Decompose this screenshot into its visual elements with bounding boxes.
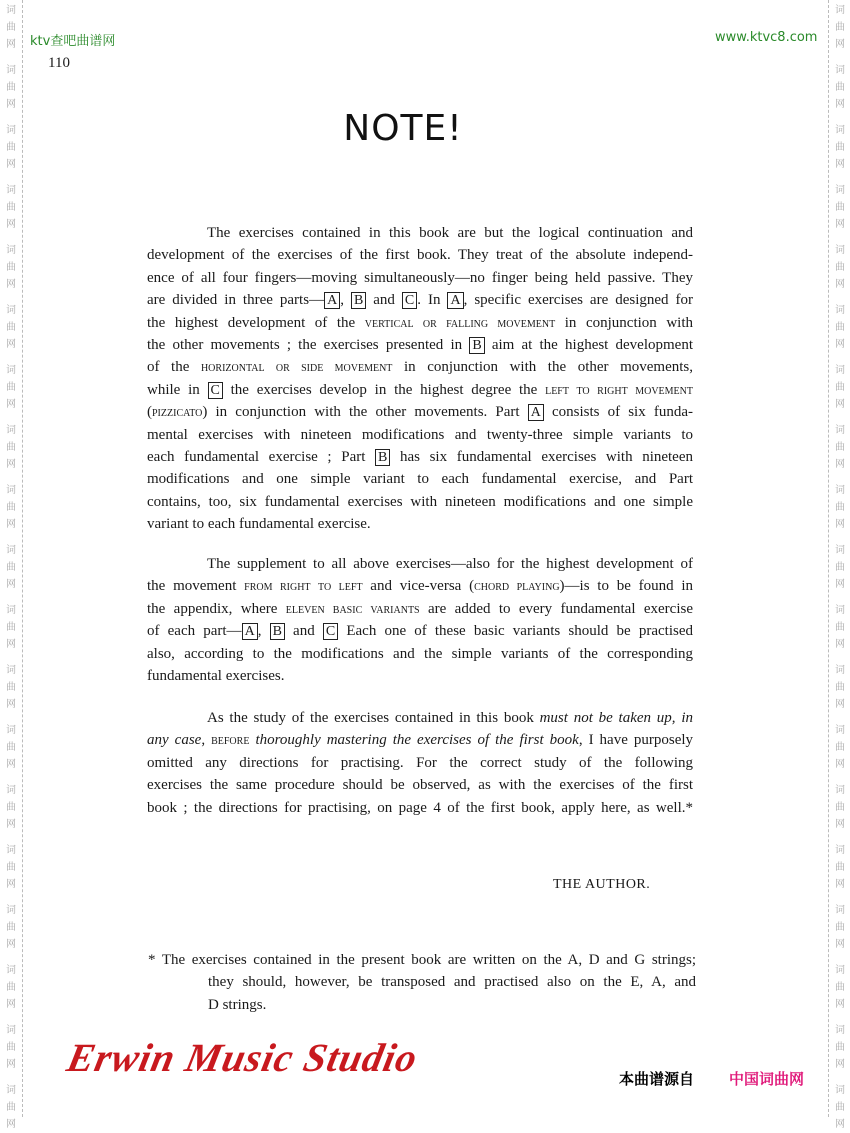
watermark-char: 曲 <box>6 742 16 753</box>
text-line <box>147 797 693 819</box>
text-segment: book ; the directions for practising, on page 4 of the first book, apply here, as well.* <box>147 799 693 816</box>
watermark-char: 曲 <box>835 382 845 393</box>
watermark-char: 词 <box>835 485 845 496</box>
text-line <box>147 598 693 620</box>
page-number: 110 <box>48 55 70 71</box>
watermark-char: 网 <box>835 39 845 50</box>
watermark-char: 词 <box>6 305 16 316</box>
watermark-char: 词 <box>835 65 845 76</box>
text-segment: the exercises develop in the highest degree the <box>222 381 546 398</box>
text-segment: while in <box>147 381 208 398</box>
watermark-char: 词 <box>6 5 16 16</box>
author-signature: THE AUTHOR. <box>553 877 651 892</box>
text-segment: ) in conjunction with the other movements. Part <box>202 404 528 421</box>
watermark-char: 词 <box>835 1085 845 1096</box>
text-segment: omitted any directions for practising. For the correct study of the following <box>147 754 693 771</box>
watermark-char: 词 <box>6 1025 16 1036</box>
text-segment: . In <box>417 292 448 309</box>
text-segment: and vice-versa ( <box>362 578 475 595</box>
text-segment: consists of six funda- <box>543 404 693 421</box>
watermark-char: 曲 <box>835 22 845 33</box>
part-label-box: A <box>528 404 544 421</box>
source-label: 本曲谱源自 <box>619 1070 695 1088</box>
text-segment: the movement <box>147 578 245 595</box>
text-segment: )—is to be found in <box>559 578 694 595</box>
text-line <box>147 424 693 446</box>
watermark-char: 曲 <box>6 562 16 573</box>
watermark-char: 曲 <box>835 502 845 513</box>
watermark-char: 曲 <box>6 442 16 453</box>
text-segment: in conjunction with <box>555 314 694 331</box>
watermark-char: 词 <box>6 125 16 136</box>
watermark-char: 曲 <box>835 682 845 693</box>
watermark-char: 网 <box>835 1059 845 1070</box>
watermark-char: 曲 <box>835 742 845 753</box>
watermark-char: 网 <box>6 819 16 830</box>
watermark-char: 曲 <box>6 322 16 333</box>
watermark-char: 网 <box>835 99 845 110</box>
watermark-char: 网 <box>6 519 16 530</box>
watermark-char: 曲 <box>6 1102 16 1113</box>
text-line <box>147 707 693 729</box>
paragraph-1 <box>147 222 693 535</box>
text-segment: the other movements ; the exercises presented in <box>147 336 470 353</box>
watermark-char: 曲 <box>6 262 16 273</box>
italic-text: any case <box>147 732 202 749</box>
text-segment: fundamental exercises. <box>147 667 285 684</box>
watermark-char: 词 <box>6 665 16 676</box>
site-name-left: ktv查吧曲谱网 <box>30 34 116 49</box>
part-label-box: B <box>351 292 366 309</box>
text-line <box>147 222 693 244</box>
watermark-char: 曲 <box>835 82 845 93</box>
text-segment: aim at the highest development <box>484 336 694 353</box>
watermark-char: 曲 <box>6 1042 16 1053</box>
watermark-char: 网 <box>6 579 16 590</box>
part-label-box: A <box>242 623 258 640</box>
watermark-char: 网 <box>6 1119 16 1130</box>
text-segment: , specific exercises are designed for <box>463 292 694 309</box>
footnote-line: D strings. <box>208 996 267 1013</box>
text-segment: and <box>284 623 323 640</box>
text-segment: of each part— <box>147 623 242 640</box>
watermark-char: 曲 <box>835 922 845 933</box>
footnote-line: * The exercises contained in the present book are written on the A, D and G strings; <box>148 952 696 968</box>
watermark-char: 曲 <box>6 382 16 393</box>
part-label-box: A <box>447 292 463 309</box>
text-line <box>147 643 693 665</box>
watermark-char: 网 <box>6 1059 16 1070</box>
site-url-right: www.ktvc8.com <box>715 30 818 45</box>
watermark-char: 曲 <box>6 862 16 873</box>
small-caps-text: horizontal or side movement <box>200 360 393 376</box>
watermark-char: 曲 <box>6 622 16 633</box>
watermark-char: 曲 <box>6 502 16 513</box>
watermark-char: 曲 <box>835 322 845 333</box>
watermark-char: 词 <box>835 605 845 616</box>
small-caps-text: eleven basic variants <box>285 601 420 617</box>
text-line <box>147 491 693 513</box>
text-line <box>147 729 693 751</box>
text-segment: Each one of these basic variants should be practised <box>338 623 693 640</box>
text-segment: , <box>340 292 351 309</box>
watermark-char: 网 <box>6 999 16 1010</box>
watermark-char: 词 <box>835 125 845 136</box>
watermark-char: 曲 <box>6 202 16 213</box>
small-caps-text: from right to left <box>244 579 363 595</box>
watermark-char: 曲 <box>835 982 845 993</box>
watermark-char: 词 <box>835 185 845 196</box>
watermark-char: 曲 <box>835 802 845 813</box>
text-segment: , <box>201 732 212 749</box>
text-segment: development of the exercises of the first book. They treat of the absolute independ- <box>147 247 693 264</box>
text-segment: are divided in three parts— <box>147 292 325 309</box>
watermark-char: 曲 <box>6 682 16 693</box>
watermark-char: 网 <box>6 879 16 890</box>
watermark-char: 词 <box>6 245 16 256</box>
text-segment: variant to each fundamental exercise. <box>147 516 371 533</box>
text-segment: , I have purposely <box>578 732 694 749</box>
text-segment: ence of all four fingers—moving simultaneously—no finger being held passive. They <box>147 269 693 286</box>
watermark-char: 词 <box>835 5 845 16</box>
watermark-char: 词 <box>835 365 845 376</box>
text-line <box>147 513 693 535</box>
watermark-char: 词 <box>6 365 16 376</box>
watermark-char: 网 <box>835 579 845 590</box>
text-segment: ( <box>147 404 152 421</box>
watermark-char: 词 <box>835 545 845 556</box>
watermark-char: 网 <box>6 759 16 770</box>
watermark-char: 词 <box>6 65 16 76</box>
small-caps-text: left to right movement <box>545 382 693 398</box>
paragraph-2 <box>147 553 693 687</box>
source-site-link[interactable]: 中国词曲网 <box>729 1070 805 1088</box>
text-line <box>147 312 693 334</box>
watermark-char: 词 <box>835 425 845 436</box>
text-segment: are added to every fundamental exercise <box>419 600 693 617</box>
watermark-char: 词 <box>835 305 845 316</box>
watermark-char: 网 <box>835 159 845 170</box>
text-segment: the highest development of the <box>147 314 365 331</box>
text-line <box>147 553 693 575</box>
watermark-char: 网 <box>835 459 845 470</box>
footnote-line: they should, however, be transposed and practised also on the E, A, and <box>208 974 696 991</box>
watermark-char: 词 <box>6 185 16 196</box>
watermark-char: 网 <box>835 819 845 830</box>
watermark-char: 网 <box>6 399 16 410</box>
watermark-char: 曲 <box>6 802 16 813</box>
part-label-box: B <box>270 623 285 640</box>
watermark-char: 网 <box>6 699 16 710</box>
watermark-char: 网 <box>835 639 845 650</box>
watermark-char: 网 <box>6 159 16 170</box>
watermark-char: 网 <box>6 279 16 290</box>
text-segment: has six fundamental exercises with nineteen <box>390 448 693 465</box>
watermark-char: 曲 <box>835 622 845 633</box>
watermark-char: 曲 <box>6 82 16 93</box>
text-segment: also, according to the modifications and the simple variants of the corresponding <box>147 645 693 662</box>
watermark-char: 网 <box>6 459 16 470</box>
watermark-char: 网 <box>835 519 845 530</box>
watermark-char: 曲 <box>835 862 845 873</box>
watermark-char: 词 <box>6 845 16 856</box>
text-line <box>147 267 693 289</box>
watermark-char: 曲 <box>6 142 16 153</box>
text-segment: exercises the same procedure should be observed, as with the exercises of the first <box>147 777 693 794</box>
text-line <box>147 289 693 311</box>
text-line <box>147 244 693 266</box>
watermark-char: 网 <box>6 39 16 50</box>
watermark-char: 曲 <box>835 442 845 453</box>
text-line <box>147 379 693 401</box>
small-caps-text: before <box>211 733 250 749</box>
watermark-char: 网 <box>835 879 845 890</box>
watermark-char: 词 <box>6 965 16 976</box>
watermark-char: 曲 <box>835 142 845 153</box>
watermark-char: 网 <box>835 939 845 950</box>
studio-logo: Erwin Music Studio <box>63 1035 423 1080</box>
text-segment: contains, too, six fundamental exercises with nineteen modifications and one simple <box>147 493 693 510</box>
watermark-char: 网 <box>835 759 845 770</box>
watermark-char: 网 <box>6 99 16 110</box>
text-line <box>147 468 693 490</box>
part-label-box: B <box>469 337 484 354</box>
part-label-box: C <box>402 292 417 309</box>
small-caps-text: chord playing <box>474 579 560 595</box>
text-segment: of the <box>147 359 201 376</box>
part-label-box: C <box>323 623 338 640</box>
watermark-char: 词 <box>6 725 16 736</box>
footnote <box>148 949 696 1016</box>
watermark-char: 网 <box>835 219 845 230</box>
watermark-char: 网 <box>835 1119 845 1130</box>
watermark-char: 网 <box>835 999 845 1010</box>
text-line <box>147 446 693 468</box>
part-label-box: A <box>324 292 340 309</box>
text-line <box>147 356 693 378</box>
watermark-char: 网 <box>835 699 845 710</box>
watermark-char: 曲 <box>835 262 845 273</box>
watermark-char: 网 <box>835 279 845 290</box>
text-line <box>147 774 693 796</box>
watermark-char: 词 <box>835 845 845 856</box>
watermark-char: 词 <box>6 545 16 556</box>
watermark-char: 词 <box>6 425 16 436</box>
watermark-char: 网 <box>835 399 845 410</box>
watermark-char: 词 <box>835 245 845 256</box>
small-caps-text: pizzicato <box>152 405 203 421</box>
text-segment: The exercises contained in this book are but the logical continuation and <box>207 225 693 241</box>
watermark-char: 词 <box>6 785 16 796</box>
watermark-char: 网 <box>6 219 16 230</box>
watermark-char: 网 <box>6 339 16 350</box>
watermark-char: 词 <box>6 485 16 496</box>
watermark-char: 词 <box>835 725 845 736</box>
watermark-char: 词 <box>835 1025 845 1036</box>
watermark-char: 曲 <box>835 562 845 573</box>
text-segment: The supplement to all above exercises—also for the highest development of <box>207 556 693 572</box>
text-segment: in conjunction with the other movements, <box>392 359 693 376</box>
text-segment: modifications and one simple variant to each fundamental exercise, and Part <box>147 471 693 488</box>
watermark-char: 词 <box>835 905 845 916</box>
text-line <box>147 575 693 597</box>
watermark-char: 曲 <box>6 22 16 33</box>
watermark-char: 网 <box>835 339 845 350</box>
watermark-char: 曲 <box>835 1102 845 1113</box>
text-segment: As the study of the exercises contained in this book <box>207 710 540 726</box>
paragraph-3 <box>147 707 693 819</box>
italic-text: thoroughly mastering the exercises of the first book <box>255 732 579 749</box>
italic-text: must not be taken up, in <box>539 710 693 726</box>
watermark-char: 曲 <box>6 922 16 933</box>
watermark-char: 词 <box>6 605 16 616</box>
text-segment: and <box>366 292 402 309</box>
text-line <box>147 401 693 423</box>
text-segment: the appendix, where <box>147 600 286 617</box>
watermark-char: 曲 <box>835 202 845 213</box>
watermark-char: 曲 <box>835 1042 845 1053</box>
page-title: NOTE! <box>343 108 463 149</box>
text-line <box>147 752 693 774</box>
watermark-char: 词 <box>835 965 845 976</box>
watermark-char: 网 <box>6 639 16 650</box>
small-caps-text: vertical or falling movement <box>364 315 556 331</box>
watermark-char: 网 <box>6 939 16 950</box>
text-segment: mental exercises with nineteen modifications and twenty-three simple variants to <box>147 426 693 443</box>
watermark-char: 词 <box>6 905 16 916</box>
text-segment: , <box>257 623 270 640</box>
text-line <box>147 665 693 687</box>
watermark-char: 词 <box>835 785 845 796</box>
part-label-box: B <box>375 449 390 466</box>
text-segment: each fundamental exercise ; Part <box>147 448 376 465</box>
watermark-char: 曲 <box>6 982 16 993</box>
text-line <box>147 334 693 356</box>
text-line <box>147 620 693 642</box>
watermark-char: 词 <box>6 1085 16 1096</box>
watermark-char: 词 <box>835 665 845 676</box>
part-label-box: C <box>208 382 223 399</box>
